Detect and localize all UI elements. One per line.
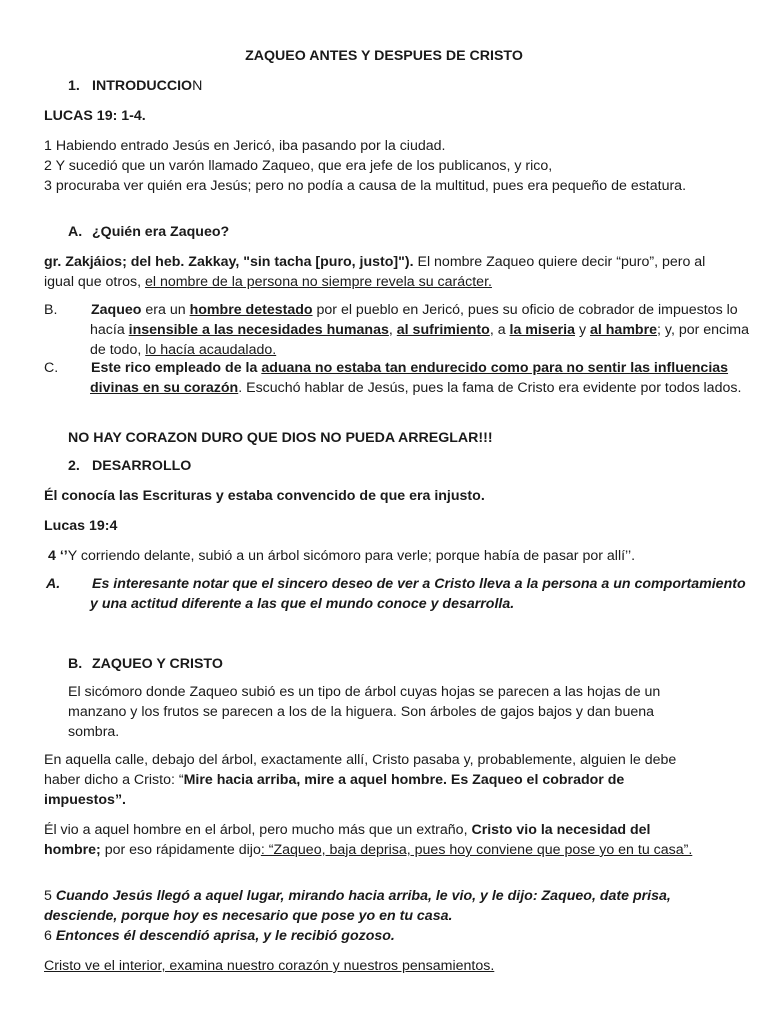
subheading-quien-era-zaqueo: A. ¿Quién era Zaqueo? <box>68 224 230 240</box>
el-conocia: Él conocía las Escrituras y estaba convencido de que era injusto. <box>44 488 485 504</box>
section-1-heading: 1. INTRODUCCION <box>68 78 203 94</box>
gr-paragraph: gr. Zakjáios; del heb. Zakkay, "sin tacha [puro, justo]"). El nombre Zaqueo quiere decir “puro”, pero al igual que otros, el nombre de la persona no siempre revela su carácter. <box>44 254 706 290</box>
calle-paragraph: En aquella calle, debajo del árbol, exactamente allí, Cristo pasaba y, probablemente, alguien le debe haber dicho a Cristo: “Mire hacia arriba, mire a aquel hombre. Es Zaqueo el cobrador de impuestos”. <box>44 752 677 808</box>
document-title: ZAQUEO ANTES Y DESPUES DE CRISTO <box>245 48 523 64</box>
no-hay-corazon: NO HAY CORAZON DURO QUE DIOS NO PUEDA ARREGLAR!!! <box>68 430 493 446</box>
item-a-interesante: A. Es interesante notar que el sincero deseo de ver a Cristo lleva a la persona a un comportamiento y una actitud diferente a las que el mundo conoce y desarrolla. <box>46 576 746 612</box>
verse-3: 3 procuraba ver quién era Jesús; pero no podía a causa de la multitud, pues era pequeño de estatura. <box>44 178 687 194</box>
vio-paragraph: Él vio a aquel hombre en el árbol, pero mucho más que un extraño, Cristo vio la necesidad del hombre; por eso rápidamente dijo: “Zaqueo, baja deprisa, pues hoy conviene que pose yo en tu casa”. <box>44 822 693 858</box>
verse-4: 4 ‘’Y corriendo delante, subió a un árbol sicómoro para verle; porque había de pasar por allí’’. <box>48 548 636 564</box>
section-2-heading: 2. DESARROLLO <box>68 458 192 474</box>
lucas-reference: LUCAS 19: 1-4. <box>44 108 146 124</box>
verses-5-6: 5 Cuando Jesús llegó a aquel lugar, mirando hacia arriba, le vio, y le dijo: Zaqueo, date prisa, desciende, porque hoy es necesario que pose yo en tu casa. 6 Entonces él descendió aprisa, y le recibió gozoso. <box>44 888 671 944</box>
item-c-rico-empleado: C. Este rico empleado de la aduana no estaba tan endurecido como para no sentir las influencias divinas en su corazón. Escuchó hablar de Jesús, pues la fama de Cristo era evidente por todos lados. <box>44 360 742 396</box>
verse-2: 2 Y sucedió que un varón llamado Zaqueo, que era jefe de los publicanos, y rico, <box>44 158 553 174</box>
verse-1: 1 Habiendo entrado Jesús en Jericó, iba pasando por la ciudad. <box>44 138 446 154</box>
sicomoro-paragraph: El sicómoro donde Zaqueo subió es un tipo de árbol cuyas hojas se parecen a las hojas de un manzano y los frutos se parecen a los de la higuera. Son árboles de gajos bajos y dan buena sombra. <box>68 684 661 740</box>
verses-1-3 <box>44 136 710 196</box>
subheading-zaqueo-y-cristo: B. ZAQUEO Y CRISTO <box>68 656 223 672</box>
lucas-19-4: Lucas 19:4 <box>44 518 118 534</box>
final-line: Cristo ve el interior, examina nuestro corazón y nuestros pensamientos. <box>44 958 495 974</box>
item-b-zaqueo: B. Zaqueo era un hombre detestado por el pueblo en Jericó, pues su oficio de cobrador de impuestos lo hacía insensible a las necesidades humanas, al sufrimiento, a la miseria y al hambre; y, por encima de todo, lo hacía acaudalado. <box>44 302 750 358</box>
